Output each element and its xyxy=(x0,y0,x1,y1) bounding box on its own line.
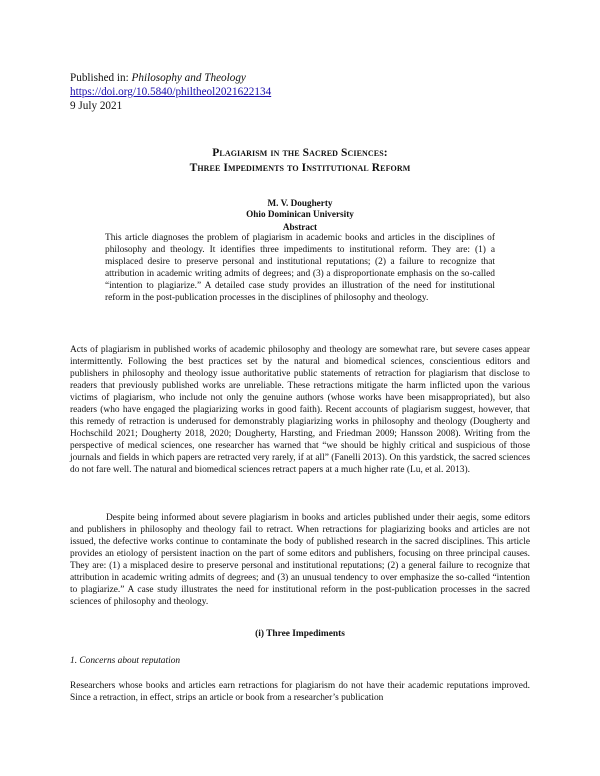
body-paragraph-3: Researchers whose books and articles earn retractions for plagiarism do not have their academic reputations improved. Since a retraction, in effect, strips an article or book from a researcher’s publication xyxy=(70,681,530,703)
publication-info xyxy=(70,71,271,113)
publication-date: 9 July 2021 xyxy=(70,100,123,112)
body-paragraph-2: Despite being informed about severe plagiarism in books and articles published under their aegis, some editors and publishers in philosophy and theology fail to retract. When retractions for plagiarizing books and articles are not issued, the defective works continue to contaminate the body of published research in the sacred disciplines. This article provides an etiology of persistent inaction on the part of some editors and publishers, focusing on three principal causes. They are: (1) a misplaced desire to preserve personal and institutional reputations; (2) a general failure to recognize that attribution in academic writing admits of degrees; and (3) an unusual tendency to over emphasize the so-called “intention to plagiarize.” A case study illustrates the need for institutional reform in the post-publication processes in the sacred sciences of philosophy and theology. xyxy=(70,513,530,607)
author-name: M. V. Dougherty xyxy=(267,198,333,208)
doi-link[interactable]: https://doi.org/10.5840/philtheol2021622134 xyxy=(70,86,272,98)
abstract-text: This article diagnoses the problem of plagiarism in academic books and articles in the disciplines of philosophy and theology. It identifies three impediments to institutional reform. They are: (1) a misplaced desire to preserve personal and institutional reputations; (2) a failure to recognize that attribution in academic writing admits of degrees; and (3) a disproportionate emphasis on the so-called “intention to plagiarize.” A detailed case study provides an illustration of the need for institutional reform in the post-publication processes in the disciplines of philosophy and theology. xyxy=(105,233,495,303)
abstract-heading: Abstract xyxy=(282,222,318,232)
author-affiliation: Ohio Dominican University xyxy=(246,209,354,219)
published-prefix: Published in: xyxy=(70,72,132,84)
published-in-line xyxy=(70,71,271,85)
section-heading: (i) Three Impediments xyxy=(255,629,345,639)
journal-name: Philosophy and Theology xyxy=(131,72,246,84)
subsection-heading: 1. Concerns about reputation xyxy=(70,656,181,666)
paper-title xyxy=(0,146,600,176)
title-line-1: Plagiarism in the Sacred Sciences: xyxy=(212,147,388,159)
author-block xyxy=(0,198,600,220)
body-paragraph-1: Acts of plagiarism in published works of academic philosophy and theology are somewhat rare, but severe cases appear intermittently. Following the best practices set by the natural and biomedical sciences, conscientious editors and publishers in philosophy and theology issue authoritative public statements of retraction for plagiarism that disclose to readers that previously published works are unreliable. These retractions mitigate the harm inflicted upon the various victims of plagiarism, who include not only the genuine authors (whose works have been misappropriated), but also readers (who have engaged the plagiarizing works in good faith). Recent accounts of plagiarism suggest, however, that this remedy of retraction is underused for demonstrably plagiarizing works in philosophy and theology (Dougherty and Hochschild 2021; Dougherty 2018, 2020; Dougherty, Harsting, and Friedman 2009; Hansson 2008). Writing from the perspective of medical sciences, one researcher has warned that “we should be highly critical and suspicious of those journals and fields in which papers are retracted very rarely, if at all” (Fanelli 2013). On this yardstick, the sacred sciences do not fare well. The natural and biomedical sciences retract papers at a much higher rate (Lu, et al. 2013). xyxy=(70,345,530,475)
title-line-2: Three Impediments to Institutional Reform xyxy=(189,162,411,174)
